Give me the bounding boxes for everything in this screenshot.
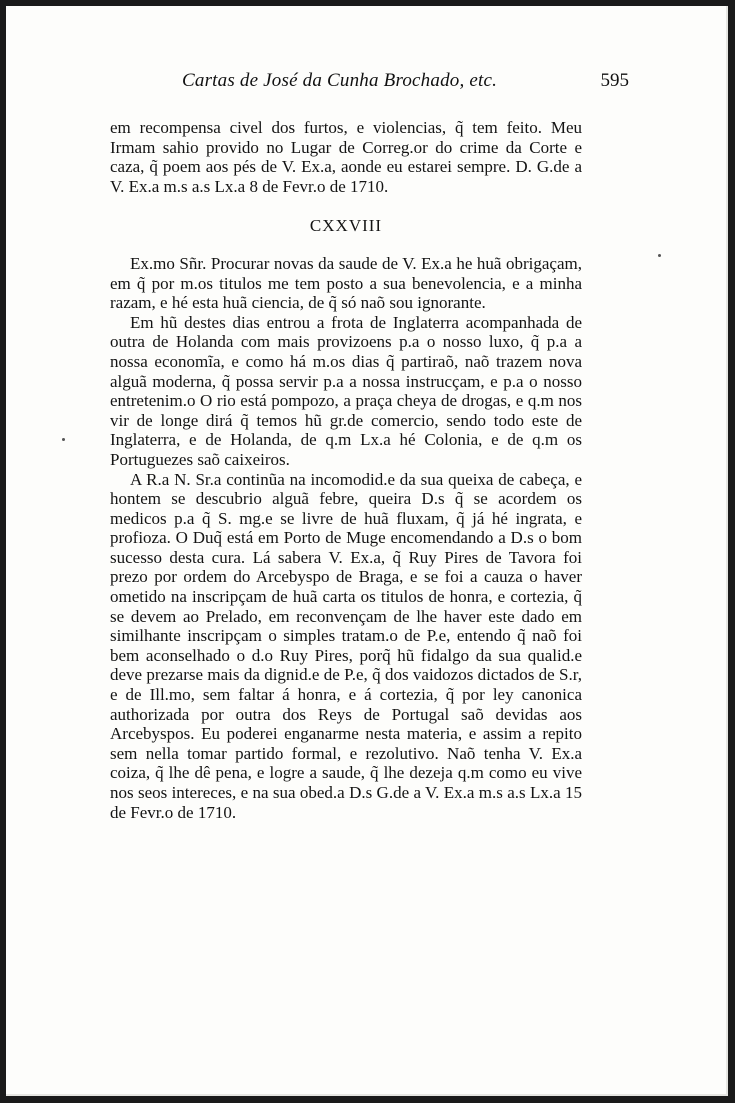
letter-paragraph: Ex.mo Sñr. Procurar novas da saude de V. Ex.a he huã obrigaçam, em q̃ por m.os titulos me tem posto a sua benevolencia, e a minha razam, e hé esta huã ciencia, de q̃ só naõ sou ignorante. <box>110 253 582 313</box>
page-header <box>110 70 629 98</box>
running-title: Cartas de José da Cunha Brochado, etc. <box>182 70 498 91</box>
letter-paragraph: A R.a N. Sr.a continũa na incomodid.e da sua queixa de cabeça, e hontem se descubrio alguã febre, queira D.s q̃ se acordem os medicos p.a q̃ S. mg.e se livre de huã fluxam, q̃ já hé ingrata, e profioza. O Duq̃ está em Porto de Muge encomendando a D.s o bom sucesso desta cura. Lá sabera V. Ex.a, q̃ Ruy Pires de Tavora foi prezo por ordem do Arcebyspo de Braga, e se foi a cauza o haver ometido na inscripçam de huã carta os titulos de honra, e cortezia, q̃ se devem ao Prelado, em reconvençam de lhe haver este dado em similhante inscripçam o simples tratam.o de P.e, entendo q̃ naõ foi bem aconselhado o d.o Ruy Pires, porq̃ hũ fidalgo da sua qualid.e deve prezarse mais da dignid.e de P.e, q̃ dos vaidozos dictados de S.r, e de Ill.mo, sem faltar á honra, e á cortezia, q̃ por ley canonica authorizada por outra dos Reys de Portugal saõ devidas aos Arcebyspos. Eu poderei enganarme nesta materia, e assim a repito sem nella tomar partido formal, e rezolutivo. Naõ tenha V. Ex.a coiza, q̃ lhe dê pena, e logre a saude, q̃ lhe dezeja q.m como eu vive nos seos intereces, e na sua obed.a D.s G.de a V. Ex.a m.s a.s Lx.a 15 de Fevr.o de 1710. <box>110 469 582 822</box>
previous-letter-ending: em recompensa civel dos furtos, e violencias, q̃ tem feito. Meu Irmam sahio provido no Lugar de Correg.or do crime da Corte e caza, q̃ poem aos pés de V. Ex.a, aonde eu estarei sempre. D. G.de a V. Ex.a m.s a.s Lx.a 8 de Fevr.o de 1710. <box>110 118 582 196</box>
page-number: 595 <box>600 70 629 91</box>
body-text <box>110 118 582 822</box>
letter-paragraph: Em hũ destes dias entrou a frota de Inglaterra acompanhada de outra de Holanda com mais provizoens p.a o nosso luxo, q̃ p.a a nossa economĩa, e como há m.os dias q̃ partiraõ, naõ trazem nova alguã moderna, q̃ possa servir p.a a nossa instrucçam, e p.a o nosso entretenim.o O rio está pompozo, a praça cheya de drogas, e q.m nos vir de longe dirá q̃ temos hũ gr.de comercio, sendo todo este de Inglaterra, e de Holanda, de q.m Lx.a hé Colonia, e de q.m os Portuguezes saõ caixeiros. <box>110 312 582 469</box>
letter-heading: CXXVIII <box>309 216 383 236</box>
print-speck <box>658 254 661 257</box>
book-page <box>6 6 728 1096</box>
print-speck <box>62 438 65 441</box>
